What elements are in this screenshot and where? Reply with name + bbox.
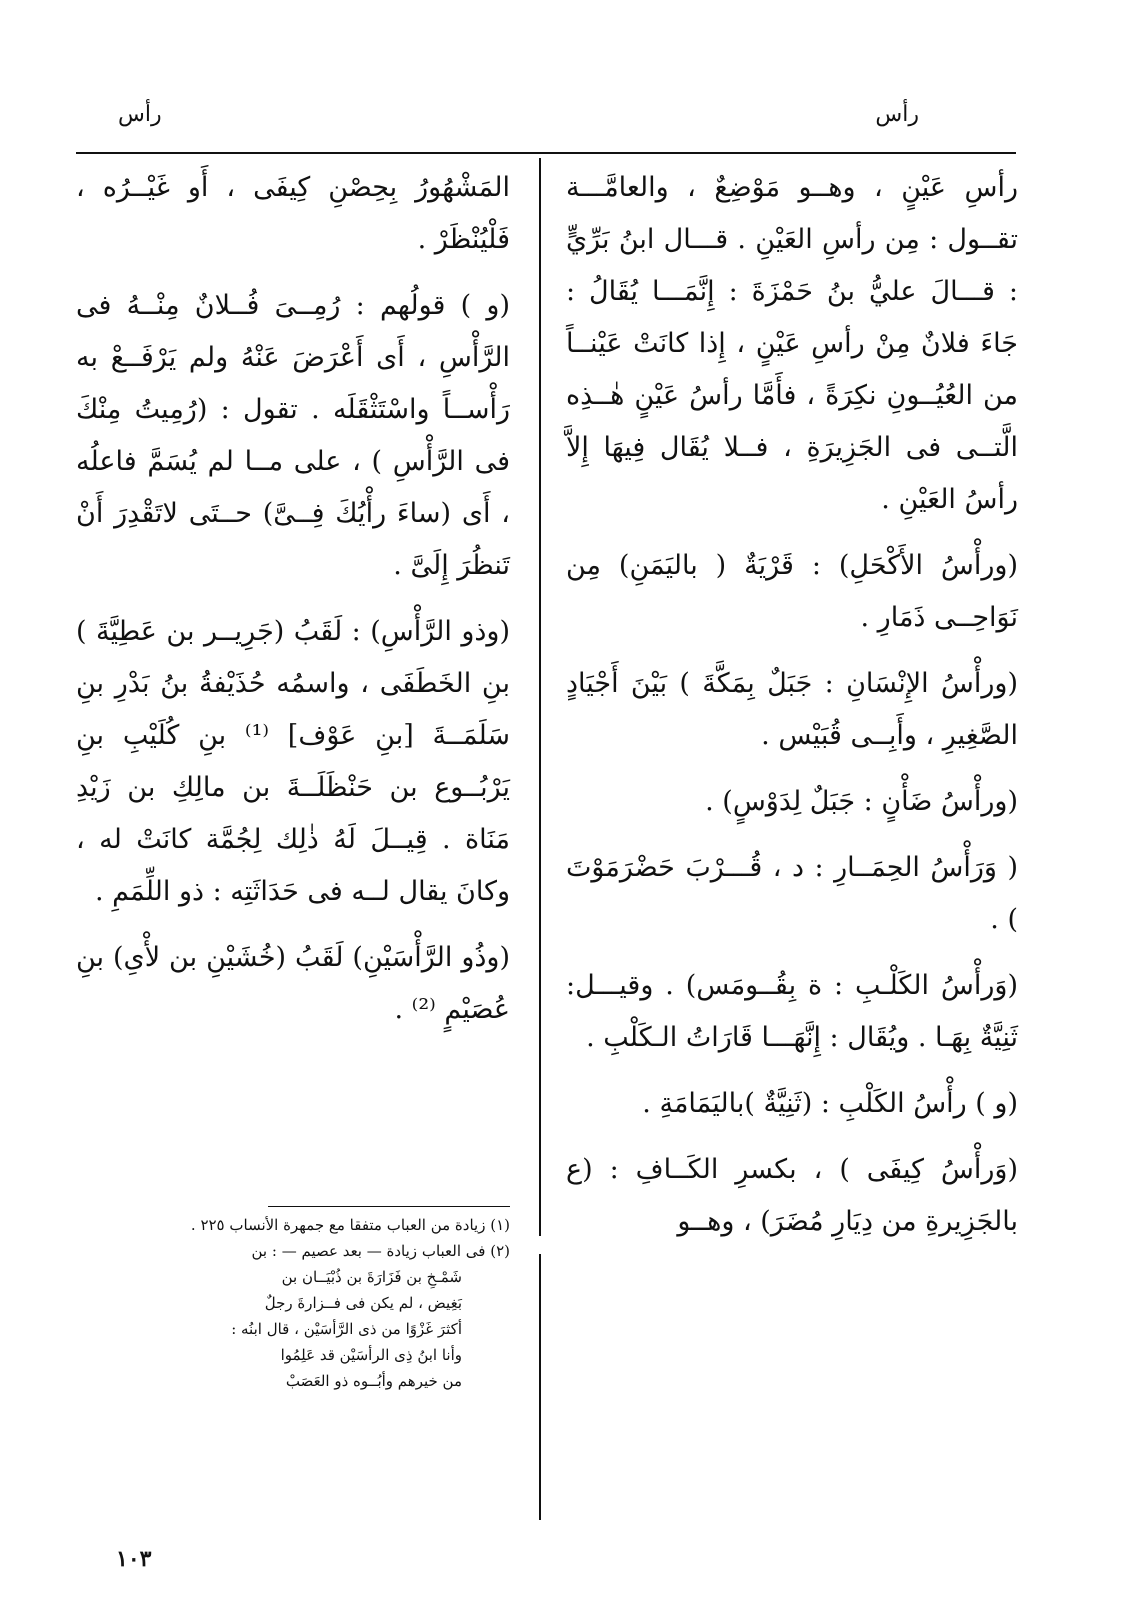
left-column: [76, 162, 510, 1050]
entry-paragraph: ( وَرَأْسُ الحِمَــارِ : د ، قُـــرْبَ حَضْرَمَوْتَ ) .: [566, 852, 1018, 935]
footnotes: [76, 1212, 510, 1394]
header-rule: [76, 152, 1016, 154]
footnote-verse: وأنا ابنُ ذِى الرأسَيْن قد عَلِمُوا: [280, 1346, 462, 1364]
entry-paragraph: (و ) رأْسُ الكَلْبِ : (ثَنِيَّةٌ )باليَمَامَةِ .: [642, 1088, 1018, 1119]
entry-paragraph: (ورأْسُ الإِنْسَانِ : جَبَلٌ بِمَكَّةَ ) بَيْنَ أَجْيَادٍ الصَّغِيرِ ، وأَبِــى قُبَيْس .: [566, 668, 1018, 751]
footnote: (٢) فى العباب زيادة — بعد عصيم — : بن: [251, 1242, 510, 1260]
entry-paragraph: (وَرأْسُ كِيفَى ) ، بكسرِ الكَــافِ : (ع بالجَزِيرةِ من دِيَارِ مُضَرَ) ، وهــو: [566, 1154, 1018, 1237]
footnote-line: بَغِيض ، لم يكن فى فــزارةَ رجلٌ: [264, 1294, 462, 1312]
footnote-rule: [268, 1206, 510, 1207]
footnote: (١) زيادة من العباب متفقا مع جمهرة الأنساب ٢٢٥ .: [190, 1216, 510, 1234]
entry-paragraph: (وذُو الرَّأْسَيْنِ) لَقَبُ (خُشَيْنِ بن لأْىِ) بنِ عُصَيْمٍ ⁽²⁾ .: [76, 942, 510, 1025]
right-column: [566, 162, 1018, 1252]
entry-paragraph: (و ) قولُهم : رُمِــىَ فُــلانٌ مِنْــهُ فى الرَّأْسِ ، أَى أَعْرَضَ عَنْهُ ولم يَرْفَــعْ به رَأْســاً واسْتَثْقَلَه . تقول : (رُمِيتُ مِنْكَ فى الرَّأْسِ ) ، على مــا لم يُسَمَّ فاعلُه ، أَى (ساءَ رأْيُكَ فِــىَّ) حــتَى لاتَقْدِرَ أَنْ تَنظُرَ إِلَىَّ .: [76, 290, 510, 581]
column-divider-lower: [539, 1254, 541, 1520]
column-divider: [539, 158, 541, 1236]
running-header-left: رأس: [118, 102, 162, 127]
entry-paragraph: (وذو الرَّأْسِ) : لَقَبُ (جَرِيــر بن عَطِيَّةَ ) بنِ الخَطَفَى ، واسمُه حُذَيْفةُ بنُ بَدْرِ بنِ سَلَمَــةَ [بنِ عَوْف] ⁽¹⁾ بنِ كُلَيْبِ بنِ يَرْبُــوع بن حَنْظَلَــةَ بن مالِكِ بن زَيْدِ مَنَاة . قِيــلَ لَهُ ذٰلِك لِجُمَّة كانَتْ له ، وكانَ يقال لــه فى حَدَاثَتِه : ذو اللِّمَمِ .: [76, 616, 511, 907]
entry-paragraph: (ورأْسُ ضَأْنٍ : جَبَلٌ لِدَوْسٍ) .: [705, 786, 1018, 817]
footnote-line: أكثرَ غَزْوًا من ذى الرَّأسَيْن ، قال ابنُه :: [231, 1320, 462, 1338]
page-number: ١٠٣: [116, 1546, 152, 1572]
entry-paragraph: رأسِ عَيْنٍ ، وهــو مَوْضِعٌ ، والعامَّـــة تقــول : مِن رأسِ العَيْنِ . قـــال ابنُ بَرِّيٍّ : قـــالَ عليُّ بنُ حَمْزَةَ : إِنَّمَـــا يُقَالُ : جَاءَ فلانٌ مِنْ رأسِ عَيْنٍ ، إِذا كانَتْ عَيْنــاً من العُيُــونِ نكِرَةً ، فأَمَّا رأسُ عَيْنٍ هٰــذِه الَّتــى فى الجَزِيرَةِ ، فــلا يُقَال فِيهَا إِلاَّ رأسُ العَيْنِ .: [566, 172, 1018, 515]
entry-paragraph: (ورأْسُ الأَكْحَلِ) : قَرْيَةٌ ( باليَمَنِ) مِن نَوَاحِــى ذَمَارِ .: [566, 550, 1018, 633]
footnote-verse: من خيرهم وأبُــوه ذو العَصَبْ: [285, 1372, 462, 1390]
entry-paragraph: (وَرأْسُ الكَلْـبِ : ة بِقُــومَس) . وقيـــل: ثَنِيَّةٌ بِهَـا . ويُقَال : إِنَّهَـــا قَارَاتُ الـكَلْبِ .: [566, 970, 1018, 1053]
running-header-right: رأس: [875, 102, 919, 127]
entry-paragraph: المَشْهُورُ بِحِصْنِ كِيفَى ، أَو غَيْــرُه ، فَلْيُنْظَرْ .: [76, 172, 510, 255]
footnote-line: شَمْـخِ بن فَزَارَةَ بن ذُبْيَــان بن: [281, 1268, 462, 1286]
